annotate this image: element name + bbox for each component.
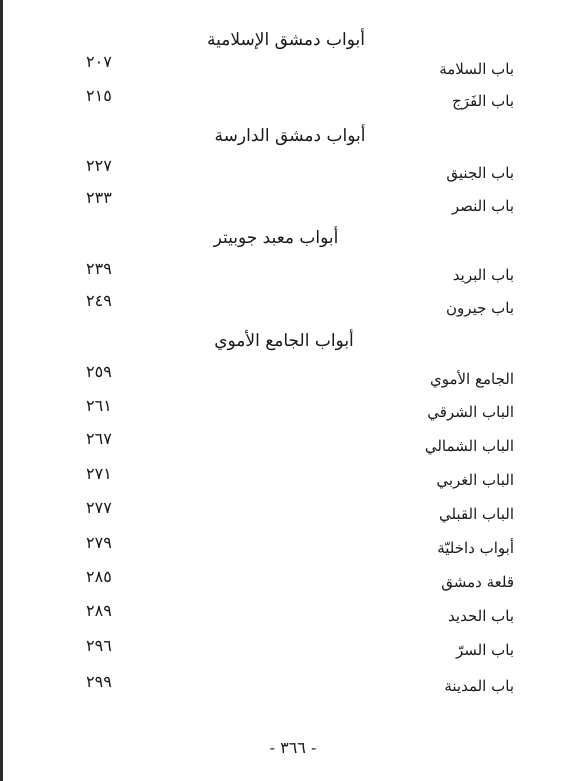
- toc-entry-title: باب النصر: [451, 197, 514, 215]
- toc-entry-title: الباب الشرقي: [427, 403, 514, 421]
- toc-entry-page: ٢٦١: [86, 396, 112, 415]
- toc-entry-page: ٢٣٣: [86, 188, 112, 207]
- toc-entry-page: ٢١٥: [86, 86, 112, 105]
- toc-entry-title: أبواب داخليّة: [437, 539, 514, 557]
- toc-entry-page: ٢٧٩: [86, 533, 112, 552]
- toc-entry-title: قلعة دمشق: [441, 573, 514, 591]
- section-heading-umayyad-mosque: أبواب الجامع الأموي: [214, 331, 354, 351]
- toc-entry-title: باب السلامة: [439, 60, 514, 78]
- toc-entry-title: باب جيرون: [446, 299, 514, 317]
- toc-entry-title: باب السرّ: [455, 641, 514, 659]
- toc-entry-page: ٢٨٥: [86, 567, 112, 586]
- toc-entry-page: ٢٤٩: [86, 291, 112, 310]
- toc-entry-page: ٢٨٩: [86, 601, 112, 620]
- toc-entry-title: باب الفَرَج: [452, 92, 514, 110]
- toc-entry-page: ٢٧٧: [86, 498, 112, 517]
- toc-entry-title: الباب القبلي: [438, 505, 514, 523]
- section-heading-extinct-gates: أبواب دمشق الدارسة: [214, 126, 366, 146]
- toc-entry-title: باب الجنيق: [446, 164, 514, 182]
- toc-entry-page: ٢٩٩: [86, 672, 112, 691]
- toc-entry-page: ٢٩٦: [86, 636, 112, 655]
- toc-entry-title: باب المدينة: [444, 677, 514, 695]
- toc-entry-title: الباب الغربي: [436, 471, 514, 489]
- toc-entry-page: ٢٣٩: [86, 259, 112, 278]
- toc-entry-page: ٢٢٧: [86, 156, 112, 175]
- toc-entry-title: باب البريد: [452, 266, 514, 284]
- toc-entry-title: الباب الشمالي: [424, 437, 514, 455]
- toc-entry-page: ٢٥٩: [86, 362, 112, 381]
- toc-entry-title: الجامع الأموي: [429, 370, 514, 388]
- toc-entry-page: ٢٠٧: [86, 52, 112, 71]
- page-number-footer: - ٣٦٦ -: [269, 738, 317, 757]
- page-edge-shadow: [0, 0, 3, 781]
- toc-entry-page: ٢٦٧: [86, 429, 112, 448]
- section-heading-islamic-gates: أبواب دمشق الإسلامية: [207, 30, 365, 50]
- toc-entry-title: باب الحديد: [448, 607, 514, 625]
- toc-entry-page: ٢٧١: [86, 464, 112, 483]
- section-heading-jupiter-temple: أبواب معبد جوبيتر: [213, 228, 339, 248]
